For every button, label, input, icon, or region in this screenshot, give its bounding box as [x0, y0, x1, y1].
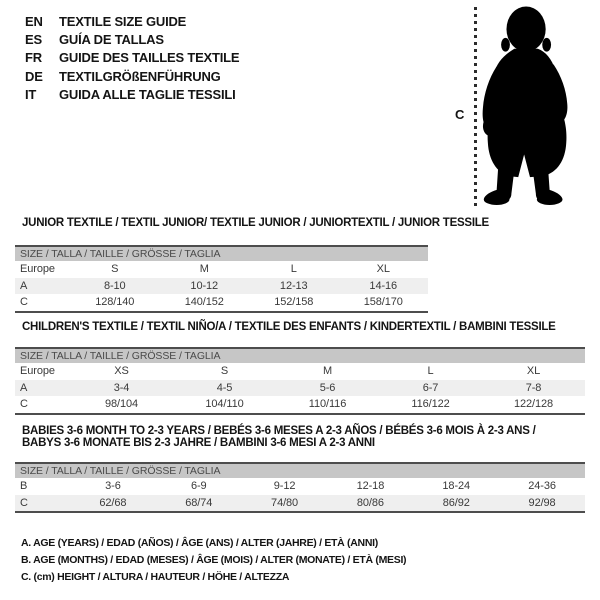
babies-size-table [15, 462, 585, 513]
size-header-label: SIZE / TALLA / TAILLE / GRÖSSE / TAGLIA [15, 246, 428, 261]
lang-row-en [25, 12, 239, 30]
value-cell: XS [70, 363, 173, 380]
size-header-row [15, 246, 428, 261]
table-row-age [15, 380, 585, 397]
row-label: C [15, 294, 70, 312]
value-cell: 8-10 [70, 278, 160, 295]
children-size-table [15, 347, 585, 415]
lang-row-it [25, 86, 239, 104]
value-cell: M [276, 363, 379, 380]
children-section-title [22, 321, 556, 333]
lang-title: TEXTILE SIZE GUIDE [59, 13, 187, 29]
value-cell: 110/116 [276, 396, 379, 414]
value-cell: 9-12 [242, 478, 328, 495]
babies-section-title [22, 425, 536, 450]
lang-code: IT [25, 87, 37, 103]
value-cell: L [379, 363, 482, 380]
language-title-list [25, 12, 239, 104]
size-header-label: SIZE / TALLA / TAILLE / GRÖSSE / TAGLIA [15, 463, 585, 478]
table-row-europe [15, 261, 428, 278]
value-cell: 116/122 [379, 396, 482, 414]
value-cell: 74/80 [242, 495, 328, 513]
row-label: Europe [15, 261, 70, 278]
note-age-years: A. AGE (YEARS) / EDAD (AÑOS) / ÂGE (ANS) / ALTER (JAHRE) / ETÀ (ANNI) [21, 537, 378, 549]
value-cell: 4-5 [173, 380, 276, 397]
lang-title: GUÍA DE TALLAS [59, 32, 164, 48]
lang-title: GUIDA ALLE TAGLIE TESSILI [59, 87, 236, 103]
lang-code: DE [25, 68, 43, 84]
lang-code: EN [25, 13, 43, 29]
value-cell: S [173, 363, 276, 380]
value-cell: 7-8 [482, 380, 585, 397]
value-cell: 104/110 [173, 396, 276, 414]
lang-code: FR [25, 50, 42, 66]
value-cell: 12-13 [249, 278, 339, 295]
value-cell: 5-6 [276, 380, 379, 397]
value-cell: 6-9 [156, 478, 242, 495]
value-cell: 80/86 [327, 495, 413, 513]
value-cell: 128/140 [70, 294, 160, 312]
value-cell: 92/98 [499, 495, 585, 513]
height-measure-dashed-line [474, 7, 477, 210]
row-label: B [15, 478, 70, 495]
lang-title: GUIDE DES TAILLES TEXTILE [59, 50, 240, 66]
note-age-months: B. AGE (MONTHS) / EDAD (MESES) / ÂGE (MOIS) / ALTER (MONATE) / ETÀ (MESI) [21, 554, 407, 567]
value-cell: 10-12 [160, 278, 250, 295]
value-cell: 152/158 [249, 294, 339, 312]
value-cell: 122/128 [482, 396, 585, 414]
note-height-cm: C. (cm) HEIGHT / ALTURA / HAUTEUR / HÖHE / ALTEZZA [21, 571, 290, 584]
value-cell: 18-24 [413, 478, 499, 495]
lang-code: ES [25, 32, 42, 48]
table-row-height [15, 294, 428, 312]
height-measure-label: C [455, 107, 465, 122]
value-cell: M [160, 261, 250, 278]
table-row-europe [15, 363, 585, 380]
value-cell: 62/68 [70, 495, 156, 513]
row-label: A [15, 380, 70, 397]
lang-row-es [25, 30, 239, 48]
row-label: C [15, 396, 70, 414]
size-header-row [15, 348, 585, 363]
table-row-height [15, 495, 585, 513]
junior-size-table [15, 245, 428, 313]
section-title-line: BABYS 3-6 MONATE BIS 2-3 JAHRE / BAMBINI 3-6 MESI A 2-3 ANNI [22, 437, 375, 450]
value-cell: 98/104 [70, 396, 173, 414]
value-cell: 24-36 [499, 478, 585, 495]
table-row-height [15, 396, 585, 414]
value-cell: XL [482, 363, 585, 380]
toddler-silhouette-icon [481, 5, 579, 210]
section-title-line: JUNIOR TEXTILE / TEXTIL JUNIOR/ TEXTILE JUNIOR / JUNIORTEXTIL / JUNIOR TESSILE [22, 217, 489, 229]
value-cell: 86/92 [413, 495, 499, 513]
size-header-row [15, 463, 585, 478]
row-label: A [15, 278, 70, 295]
value-cell: 14-16 [339, 278, 429, 295]
junior-section-title [22, 217, 489, 229]
value-cell: 3-4 [70, 380, 173, 397]
value-cell: 158/170 [339, 294, 429, 312]
lang-title: TEXTILGRÖßENFÜHRUNG [59, 68, 221, 84]
value-cell: 12-18 [327, 478, 413, 495]
value-cell: S [70, 261, 160, 278]
lang-row-fr [25, 49, 239, 67]
value-cell: 140/152 [160, 294, 250, 312]
row-label: Europe [15, 363, 70, 380]
size-header-label: SIZE / TALLA / TAILLE / GRÖSSE / TAGLIA [15, 348, 585, 363]
value-cell: L [249, 261, 339, 278]
value-cell: 6-7 [379, 380, 482, 397]
row-label: C [15, 495, 70, 513]
table-row-age [15, 278, 428, 295]
section-title-line: CHILDREN'S TEXTILE / TEXTIL NIÑO/A / TEXTILE DES ENFANTS / KINDERTEXTIL / BAMBINI TESSILE [22, 321, 556, 333]
legend-notes [21, 535, 406, 587]
value-cell: 68/74 [156, 495, 242, 513]
table-row-months [15, 478, 585, 495]
value-cell: XL [339, 261, 429, 278]
value-cell: 3-6 [70, 478, 156, 495]
lang-row-de [25, 67, 239, 85]
section-title-line: BABIES 3-6 MONTH TO 2-3 YEARS / BEBÉS 3-6 MESES A 2-3 AÑOS / BÉBÉS 3-6 MOIS À 2-3 ANS / [22, 425, 536, 437]
